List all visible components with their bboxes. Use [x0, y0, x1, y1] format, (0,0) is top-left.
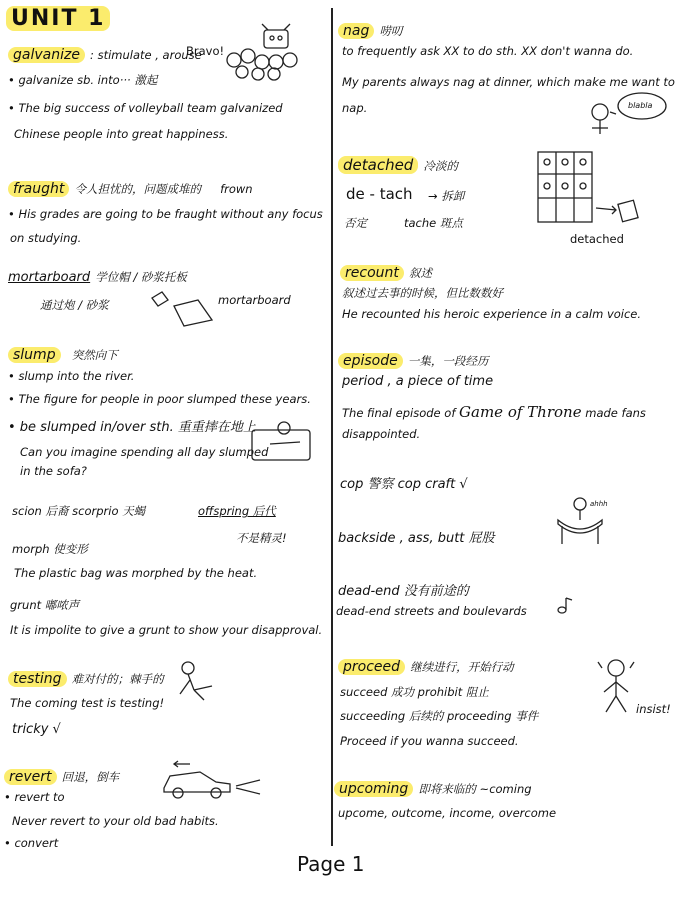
- entry-mortarboard: [8, 266, 187, 285]
- detached-tache-note: tache 斑点: [404, 216, 463, 230]
- revert-phrase: • revert to: [4, 790, 65, 804]
- slump-meaning: 突然向下: [71, 348, 118, 362]
- entry-upcoming: [334, 778, 532, 797]
- word-recount: recount: [340, 265, 404, 281]
- detached-grid-icon: [536, 150, 656, 236]
- scion-line: scion 后裔 scorprio 天蝎: [12, 504, 146, 518]
- upcoming-meaning: 即将来临的 ~coming: [418, 782, 532, 796]
- episode-example-a: The final episode of: [342, 406, 456, 420]
- music-note-icon: [556, 596, 576, 616]
- fraught-example-2: on studying.: [10, 231, 82, 245]
- grunt-example: It is impolite to give a grunt to show your disapproval.: [10, 623, 323, 637]
- morph-example: The plastic bag was morphed by the heat.: [14, 566, 258, 580]
- entry-galvanize: [8, 44, 202, 63]
- word-revert: revert: [4, 769, 57, 785]
- revert-example: Never revert to your old bad habits.: [12, 814, 219, 828]
- entry-testing: [8, 668, 164, 687]
- entry-nag: [338, 20, 402, 39]
- cop-line: cop 警察 cop craft √: [340, 477, 468, 492]
- upcoming-related: upcome, outcome, income, overcome: [338, 806, 557, 820]
- backside-sound: ahhh: [590, 500, 608, 508]
- grunt-word: grunt 嘟哝声: [10, 598, 80, 612]
- testing-example: The coming test is testing!: [10, 696, 165, 710]
- slump-ex-1: • slump into the river.: [8, 369, 135, 383]
- fraught-related: frown: [220, 182, 253, 196]
- revert-related: • convert: [4, 836, 59, 850]
- reversing-car-icon: [160, 760, 270, 800]
- nag-bubble-text: blabla: [628, 101, 653, 110]
- insist-figure-icon: [594, 656, 638, 716]
- bravo-text: Bravo!: [186, 44, 225, 58]
- entry-proceed: [338, 656, 514, 675]
- entry-fraught: [8, 178, 253, 197]
- backside-line: backside , ass, butt 屁股: [338, 531, 495, 546]
- slump-ex-5: in the sofa?: [20, 464, 87, 478]
- episode-example-b: Game of Throne: [459, 403, 582, 421]
- galvanize-example-2: Chinese people into great happiness.: [14, 127, 229, 141]
- fraught-meaning: 令人担忧的，问题成堆的: [74, 182, 201, 196]
- recount-meaning: 叙述: [408, 266, 432, 280]
- sofa-person-icon: [250, 420, 314, 468]
- mortarboard-label: mortarboard: [218, 293, 291, 307]
- episode-example-1: [342, 403, 646, 421]
- episode-example-2: disappointed.: [342, 427, 421, 441]
- word-detached: detached: [338, 156, 418, 174]
- word-upcoming: upcoming: [334, 781, 413, 797]
- cheering-crowd-icon: [222, 22, 302, 82]
- proceed-example: Proceed if you wanna succeed.: [340, 734, 519, 748]
- entry-slump: [8, 344, 118, 363]
- morph-word: morph 使变形: [12, 542, 88, 556]
- entry-recount: [340, 262, 432, 281]
- word-fraught: fraught: [8, 181, 69, 197]
- episode-definition: period , a piece of time: [342, 374, 494, 389]
- detached-meaning: 冷淡的: [423, 159, 458, 173]
- nag-example-1: My parents always nag at dinner, which make me want to: [342, 75, 675, 89]
- entry-episode: [338, 350, 488, 369]
- page-number: Page 1: [297, 852, 365, 876]
- proceed-meaning: 继续进行，开始行动: [410, 660, 514, 674]
- slump-ex-2: • The figure for people in poor slumped these years.: [8, 392, 311, 406]
- entry-revert: [4, 766, 119, 785]
- stick-figure-icon: [174, 660, 224, 704]
- slump-ex-3: • be slumped in/over sth. 重重摔在地上: [8, 420, 256, 435]
- nag-definition: to frequently ask XX to do sth. XX don't wanna do.: [342, 44, 634, 58]
- mortarboard-sub: 通过炮 / 砂浆: [40, 298, 109, 312]
- galvanize-phrase: • galvanize sb. into··· 激起: [8, 73, 158, 87]
- episode-meaning: 一集，一段经历: [407, 354, 489, 368]
- nagging-person-icon: [580, 90, 670, 136]
- detached-label: detached: [570, 232, 624, 246]
- proceed-insist: insist!: [636, 702, 671, 716]
- entry-detached: [338, 155, 458, 174]
- deadend-example: dead-end streets and boulevards: [336, 604, 527, 618]
- recount-example: He recounted his heroic experience in a calm voice.: [342, 307, 642, 321]
- word-proceed: proceed: [338, 659, 405, 675]
- word-galvanize: galvanize: [8, 47, 85, 63]
- detached-split: de - tach: [346, 185, 413, 203]
- word-nag: nag: [338, 23, 374, 39]
- nag-example-2: nap.: [342, 101, 368, 115]
- proceed-line-2: succeeding 后续的 proceeding 事件: [340, 709, 539, 723]
- testing-meaning: 难对付的；棘手的: [71, 672, 164, 686]
- offspring-word: offspring 后代: [198, 504, 276, 518]
- nag-meaning: 唠叨: [379, 24, 403, 38]
- mortarboard-icon: [148, 290, 218, 330]
- fraught-example-1: • His grades are going to be fraught without any focus: [8, 207, 323, 221]
- word-episode: episode: [338, 353, 403, 369]
- word-slump: slump: [8, 347, 61, 363]
- column-divider: [331, 8, 333, 846]
- deadend-word: dead-end 没有前途的: [338, 584, 469, 599]
- detached-split-meaning: → 拆卸: [428, 189, 465, 203]
- detached-prefix-note: 否定: [344, 216, 367, 230]
- revert-meaning: 回退，倒车: [61, 770, 120, 784]
- slump-ex-4: Can you imagine spending all day slumped: [20, 445, 269, 459]
- proceed-line-1: succeed 成功 prohibit 阻止: [340, 685, 489, 699]
- word-mortarboard: mortarboard: [8, 270, 91, 285]
- offspring-note: 不是精灵!: [236, 531, 287, 545]
- unit-title: UNIT 1: [6, 6, 110, 31]
- recount-note: 叙述过去事的时候，但比数数好: [342, 286, 503, 300]
- word-testing: testing: [8, 671, 67, 687]
- galvanize-meaning: : stimulate , arouse: [90, 48, 202, 62]
- episode-example-c: made fans: [585, 406, 646, 420]
- galvanize-example-1: • The big success of volleyball team galvanized: [8, 101, 283, 115]
- mortarboard-meaning: 学位帽 / 砂浆托板: [95, 270, 187, 284]
- testing-synonym: tricky √: [12, 722, 61, 737]
